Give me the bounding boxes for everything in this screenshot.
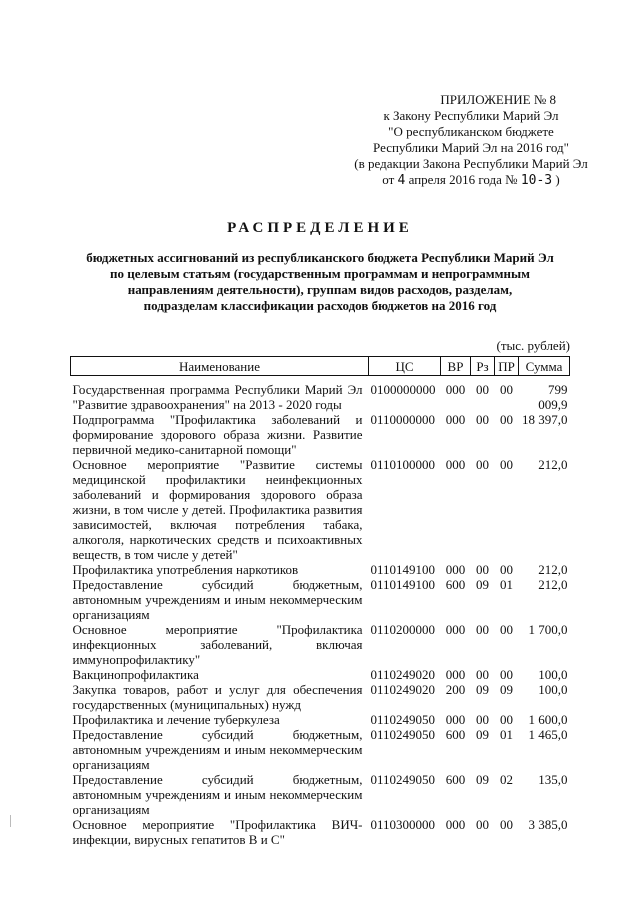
table-row: [71, 727, 570, 772]
table-row: [71, 682, 570, 712]
table-row: [71, 667, 570, 682]
document-subtitle: [70, 250, 570, 314]
row-sum: 212,0: [538, 577, 568, 592]
row-pr: 00: [500, 382, 513, 397]
row-pr: 00: [500, 457, 513, 472]
row-sum: 1 600,0: [528, 712, 568, 727]
law-number: 10-З: [520, 173, 553, 188]
row-pr: 01: [500, 727, 513, 742]
scan-mark: [10, 815, 11, 827]
document-heading: РАСПРЕДЕЛЕНИЕ: [227, 220, 413, 236]
table-row: [71, 817, 570, 847]
row-vr: 600: [445, 772, 466, 787]
appendix-header: [326, 92, 616, 189]
row-cs: 0110200000: [370, 622, 436, 637]
row-pr: 01: [500, 577, 513, 592]
appendix-date-line: [326, 172, 616, 189]
row-name: Предоставление субсидий бюджетным, автономным учреждениям и иным некоммерческим организациям: [72, 772, 363, 817]
appendix-law-title-2: Республики Марий Эл на 2016 год": [373, 140, 569, 155]
row-rz: 00: [476, 412, 489, 427]
units-label: (тыс. рублей): [496, 338, 570, 353]
header-cs: ЦС: [369, 357, 441, 376]
subtitle-line: по целевым статьям (государственным программам и непрограммным: [109, 266, 531, 281]
row-sum: 212,0: [538, 457, 568, 472]
table-row: [71, 412, 570, 457]
row-cs: 0110149100: [370, 562, 436, 577]
row-cs: 0110249050: [370, 712, 436, 727]
date-close-paren: ): [555, 172, 560, 187]
budget-table: [70, 356, 570, 847]
table-row: [71, 457, 570, 562]
row-name: Закупка товаров, работ и услуг для обеспечения государственных (муниципальных) нужд: [72, 682, 363, 712]
table-row: [71, 712, 570, 727]
row-vr: 000: [445, 562, 466, 577]
table-row: [71, 376, 570, 413]
row-cs: 0110249050: [370, 727, 436, 742]
row-cs: 0110300000: [370, 817, 436, 832]
header-rz: Рз: [471, 357, 495, 376]
row-rz: 09: [476, 577, 489, 592]
row-pr: 00: [500, 562, 513, 577]
row-cs: 0110249020: [370, 682, 436, 697]
header-name: Наименование: [71, 357, 369, 376]
row-rz: 00: [476, 622, 489, 637]
row-rz: 09: [476, 727, 489, 742]
table-row: [71, 622, 570, 667]
row-name: Профилактика и лечение туберкулеза: [72, 712, 280, 727]
subtitle-line: направлениям деятельности), группам видов расходов, разделам,: [127, 282, 513, 297]
row-vr: 000: [445, 457, 466, 472]
row-cs: 0110100000: [370, 457, 436, 472]
table-row: [71, 772, 570, 817]
appendix-law-ref: к Закону Республики Марий Эл: [383, 108, 559, 123]
row-vr: 600: [445, 577, 466, 592]
row-cs: 0110000000: [370, 412, 436, 427]
row-cs: 0100000000: [370, 382, 436, 397]
row-sum: 100,0: [538, 682, 568, 697]
row-vr: 000: [445, 622, 466, 637]
row-cs: 0110249020: [370, 667, 436, 682]
row-sum: 18 397,0: [522, 412, 568, 427]
row-rz: 00: [476, 667, 489, 682]
row-name: Основное мероприятие "Профилактика ВИЧ-инфекции, вирусных гепатитов В и С": [72, 817, 363, 847]
row-sum: 1 700,0: [528, 622, 568, 637]
row-rz: 00: [476, 817, 489, 832]
header-vr: ВР: [441, 357, 471, 376]
date-day: 4: [397, 173, 406, 188]
row-rz: 00: [476, 457, 489, 472]
row-name: Предоставление субсидий бюджетным, автономным учреждениям и иным некоммерческим организациям: [72, 577, 363, 622]
row-name: Профилактика употребления наркотиков: [72, 562, 299, 577]
row-cs: 0110249050: [370, 772, 436, 787]
row-vr: 200: [445, 682, 466, 697]
row-vr: 600: [445, 727, 466, 742]
row-name: Вакцинопрофилактика: [72, 667, 199, 682]
header-sum: Сумма: [519, 357, 570, 376]
row-pr: 02: [500, 772, 513, 787]
row-pr: 09: [500, 682, 513, 697]
table-header-row: [71, 357, 570, 376]
appendix-number: ПРИЛОЖЕНИЕ № 8: [440, 92, 556, 107]
appendix-revision: (в редакции Закона Республики Марий Эл: [354, 156, 588, 171]
row-sum: 1 465,0: [528, 727, 568, 742]
appendix-law-title-1: "О республиканском бюджете: [388, 124, 554, 139]
row-vr: 000: [445, 817, 466, 832]
date-prefix: от: [382, 172, 395, 187]
row-pr: 00: [500, 817, 513, 832]
row-vr: 000: [445, 667, 466, 682]
row-name: Подпрограмма "Профилактика заболеваний и формирование здорового образа жизни. Развитие первичной медико-санитарной помощи": [72, 412, 363, 457]
subtitle-line: бюджетных ассигнований из республиканского бюджета Республики Марий Эл: [86, 250, 554, 265]
row-sum: 135,0: [538, 772, 568, 787]
row-name: Государственная программа Республики Марий Эл "Развитие здравоохранения" на 2013 - 2020 годы: [72, 382, 363, 412]
row-rz: 00: [476, 562, 489, 577]
row-pr: 00: [500, 622, 513, 637]
row-sum: 799 009,9: [538, 382, 568, 412]
row-sum: 3 385,0: [528, 817, 568, 832]
table-row: [71, 577, 570, 622]
row-name: Предоставление субсидий бюджетным, автономным учреждениям и иным некоммерческим организациям: [72, 727, 363, 772]
subtitle-line: подразделам классификации расходов бюджетов на 2016 год: [143, 298, 497, 313]
header-pr: ПР: [495, 357, 519, 376]
row-name: Основное мероприятие "Развитие системы медицинской профилактики неинфекционных заболеваний и формирования здорового образа жизни, в том числе у детей. Профилактика развития зависимостей, включая потребления табака, алкоголя, наркотических средств и психоактивных веществ, в том числе у детей": [72, 457, 363, 562]
row-vr: 000: [445, 382, 466, 397]
row-rz: 09: [476, 682, 489, 697]
row-rz: 00: [476, 382, 489, 397]
row-rz: 00: [476, 712, 489, 727]
table-row: [71, 562, 570, 577]
row-sum: 100,0: [538, 667, 568, 682]
row-pr: 00: [500, 412, 513, 427]
row-pr: 00: [500, 667, 513, 682]
row-pr: 00: [500, 712, 513, 727]
row-name: Основное мероприятие "Профилактика инфекционных заболеваний, включая иммунопрофилактику": [72, 622, 363, 667]
row-vr: 000: [445, 712, 466, 727]
row-sum: 212,0: [538, 562, 568, 577]
row-cs: 0110149100: [370, 577, 436, 592]
row-rz: 09: [476, 772, 489, 787]
date-month-year: апреля 2016 года №: [408, 172, 518, 187]
row-vr: 000: [445, 412, 466, 427]
